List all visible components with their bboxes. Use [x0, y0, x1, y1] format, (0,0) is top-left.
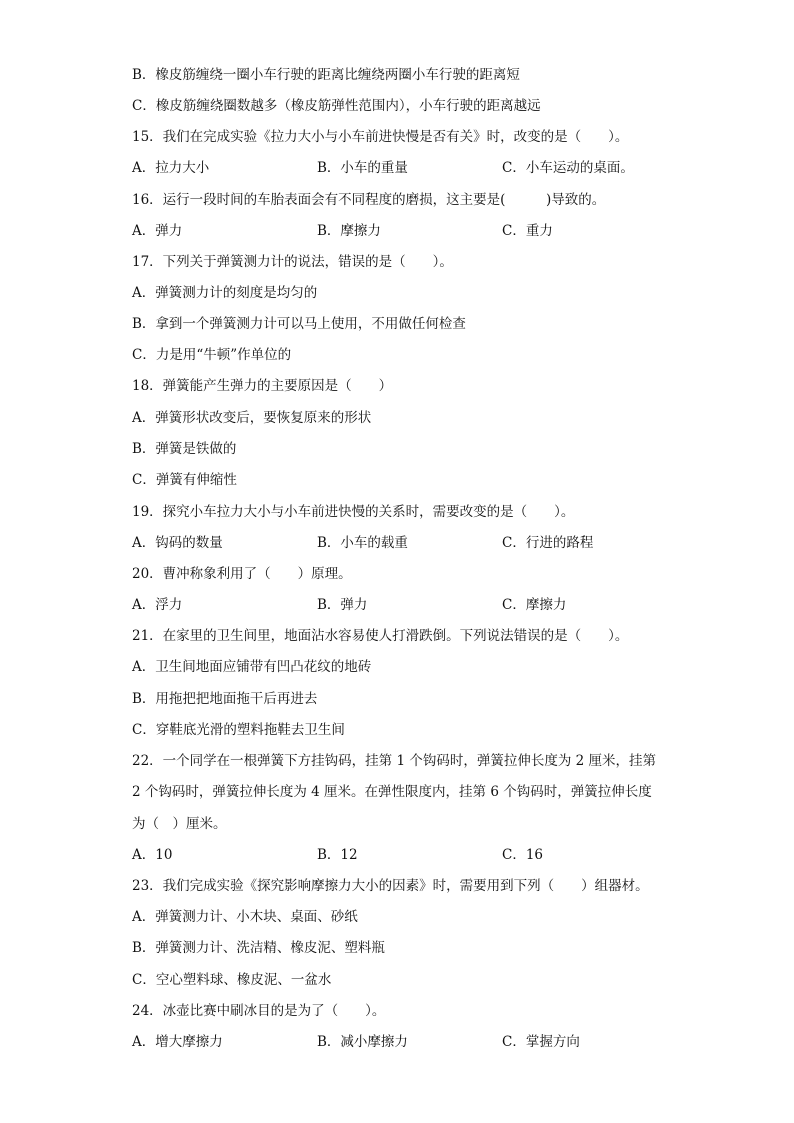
q22-options [132, 845, 694, 865]
q18-option-b: B．弹簧是铁做的 [132, 441, 237, 457]
q16-stem: 16．运行一段时间的车胎表面会有不同程度的磨损，这主要是( )导致的。 [132, 192, 606, 208]
q22-option-c: C．16 [502, 847, 544, 863]
q17-option-b: B．拿到一个弹簧测力计可以马上使用，不用做任何检查 [132, 316, 466, 332]
q24-options [132, 1032, 694, 1052]
q18-option-c: C．弹簧有伸缩性 [132, 472, 237, 488]
q16-option-c: C．重力 [502, 223, 553, 239]
q20-options [132, 595, 694, 615]
q19-option-a: A．钩码的数量 [132, 535, 223, 551]
q16-option-a: A．弹力 [132, 223, 183, 239]
q20-option-b: B．弹力 [317, 597, 368, 613]
q20-stem: 20．曹冲称象利用了（ ）原理。 [132, 566, 352, 582]
q17-stem: 17．下列关于弹簧测力计的说法，错误的是（ ）。 [132, 254, 453, 270]
q21-option-b: B．用拖把把地面拖干后再进去 [132, 691, 318, 707]
q22-stem-line-2: 2 个钩码时，弹簧拉伸长度为 4 厘米。在弹性限度内，挂第 6 个钩码时，弹簧拉伸长度 [132, 784, 652, 800]
q19-option-b: B．小车的载重 [317, 535, 408, 551]
q19-options [132, 533, 694, 553]
q14-option-c: C．橡皮筋缠绕圈数越多（橡皮筋弹性范围内），小车行驶的距离越远 [132, 98, 541, 114]
q23-option-c: C．空心塑料球、橡皮泥、一盆水 [132, 972, 332, 988]
q24-stem: 24．冰壶比赛中刷冰目的是为了（ ）。 [132, 1003, 386, 1019]
q19-stem: 19．探究小车拉力大小与小车前进快慢的关系时，需要改变的是（ ）。 [132, 504, 575, 520]
q15-stem: 15．我们在完成实验《拉力大小与小车前进快慢是否有关》时，改变的是（ ）。 [132, 129, 629, 145]
q15-option-b: B．小车的重量 [317, 160, 408, 176]
q24-option-b: B．减小摩擦力 [317, 1034, 408, 1050]
q21-option-c: C．穿鞋底光滑的塑料拖鞋去卫生间 [132, 722, 345, 738]
q24-option-a: A．增大摩擦力 [132, 1034, 223, 1050]
q14-option-b: B．橡皮筋缠绕一圈小车行驶的距离比缠绕两圈小车行驶的距离短 [132, 67, 520, 83]
q20-option-c: C．摩擦力 [502, 597, 567, 613]
q22-stem-line-1: 22．一个同学在一根弹簧下方挂钩码，挂第 1 个钩码时，弹簧拉伸长度为 2 厘米，挂第 [132, 753, 657, 769]
q24-option-c: C．掌握方向 [502, 1034, 580, 1050]
q15-options [132, 158, 694, 178]
q16-options [132, 221, 694, 241]
q19-option-c: C．行进的路程 [502, 535, 594, 551]
q23-option-a: A．弹簧测力计、小木块、桌面、砂纸 [132, 909, 358, 925]
q16-option-b: B．摩擦力 [317, 223, 381, 239]
q15-option-a: A．拉力大小 [132, 160, 210, 176]
q18-stem: 18．弹簧能产生弹力的主要原因是（ ） [132, 378, 393, 394]
q22-option-b: B．12 [317, 847, 358, 863]
q21-option-a: A．卫生间地面应铺带有凹凸花纹的地砖 [132, 659, 372, 675]
q17-option-c: C．力是用“牛顿”作单位的 [132, 347, 292, 363]
q17-option-a: A．弹簧测力计的刻度是均匀的 [132, 285, 318, 301]
q23-option-b: B．弹簧测力计、洗洁精、橡皮泥、塑料瓶 [132, 940, 385, 956]
q18-option-a: A．弹簧形状改变后，要恢复原来的形状 [132, 410, 372, 426]
q21-stem: 21．在家里的卫生间里，地面沾水容易使人打滑跌倒。下列说法错误的是（ ）。 [132, 628, 629, 644]
q23-stem: 23．我们完成实验《探究影响摩擦力大小的因素》时，需要用到下列（ ）组器材。 [132, 878, 649, 894]
q15-option-c: C．小车运动的桌面。 [502, 160, 634, 176]
q20-option-a: A．浮力 [132, 597, 183, 613]
q22-stem-line-3: 为（ ）厘米。 [132, 816, 227, 832]
q22-option-a: A．10 [132, 847, 173, 863]
